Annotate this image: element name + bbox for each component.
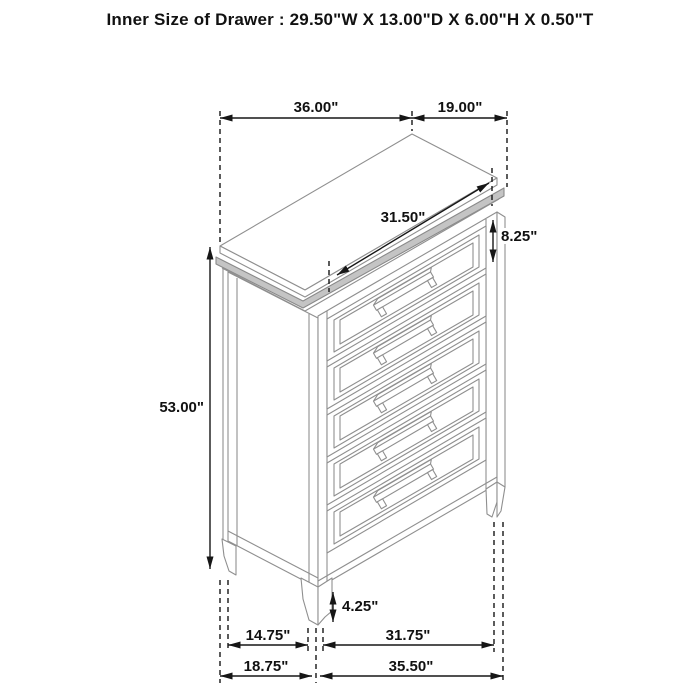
dim-top-drawer-height-label: 8.25" — [501, 228, 538, 245]
front-right-leg-side — [497, 482, 505, 517]
right-rear-edge — [497, 212, 505, 487]
dim-base-inner-depth-label: 14.75" — [245, 627, 291, 644]
dim-foot-height-label: 4.25" — [342, 598, 379, 615]
front-left-leg-front — [318, 578, 332, 625]
chest-body — [216, 134, 505, 625]
dim-top-inner-width-label: 31.50" — [380, 209, 426, 226]
dim-top-width-label: 36.00" — [293, 99, 339, 116]
dim-base-inner-width-label: 31.75" — [385, 627, 431, 644]
dim-overall-height-label: 53.00" — [159, 399, 204, 416]
side-panel — [228, 272, 318, 588]
page-title: Inner Size of Drawer : 29.50"W X 13.00"D X 6.00"H X 0.50"T — [106, 10, 594, 29]
dim-top-depth-label: 19.00" — [437, 99, 483, 116]
dim-base-outer-depth-label: 18.75" — [243, 658, 289, 675]
front-left-leg-side — [301, 578, 318, 625]
dim-base-outer-width-label: 35.50" — [388, 658, 434, 675]
back-left-leg — [222, 539, 236, 575]
